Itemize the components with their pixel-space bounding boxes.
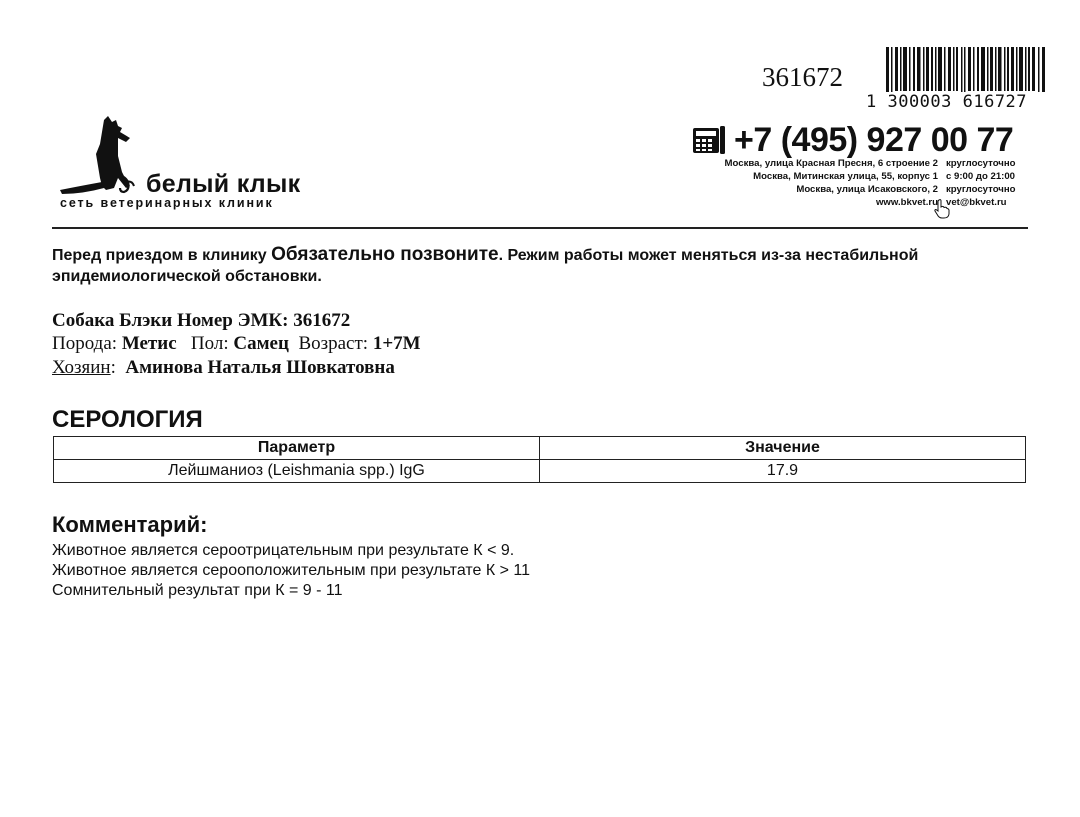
breed-value: Метис [121, 333, 177, 354]
header-divider [52, 227, 1028, 229]
comment-line: Сомнительный результат при К = 9 - 11 [52, 582, 343, 599]
hours-line: круглосуточно [946, 184, 1016, 195]
owner-separator: : [110, 357, 126, 378]
table-header-row [54, 437, 1026, 460]
website-link[interactable]: www.bkvet.ru [875, 197, 938, 208]
hours-line: круглосуточно [946, 158, 1016, 169]
phone-row [692, 120, 1013, 160]
section-title: СЕРОЛОГИЯ [52, 406, 203, 433]
breed-label: Порода: [52, 333, 122, 354]
email-link[interactable]: vet@bkvet.ru [946, 197, 1007, 208]
barcode-digits: 1 300003 616727 [866, 92, 1050, 112]
patient-line: Собака Блэки Номер ЭМК: 361672 [52, 310, 351, 331]
address-line: Москва, Митинская улица, 55, корпус 1 [753, 171, 938, 182]
column-header: Параметр [54, 437, 540, 460]
column-header: Значение [540, 437, 1026, 460]
age-label: Возраст: [298, 333, 373, 354]
address-line: Москва, улица Исаковского, 2 [796, 184, 938, 195]
hours-list [946, 157, 1016, 209]
notice-text [52, 244, 1042, 287]
sex-label: Пол: [190, 333, 234, 354]
hand-cursor-icon [934, 199, 950, 219]
logo-name: белый клык [146, 170, 301, 198]
owner-label: Хозяин [52, 357, 111, 378]
dog-logo-icon [60, 116, 144, 198]
notice-emphasis: Обязательно позвоните [271, 244, 499, 265]
results-table [53, 436, 1026, 483]
logo-subtitle: сеть ветеринарных клиник [60, 196, 274, 210]
comment-title: Комментарий: [52, 512, 208, 537]
address-line: Москва, улица Красная Пресня, 6 строение 2 [724, 158, 938, 169]
comment-line: Животное является сероотрицательным при результате К < 9. [52, 542, 515, 559]
comment-line: Животное является серооположительным при результате К > 11 [52, 562, 531, 579]
owner-name: Аминова Наталья Шовкатовна [125, 357, 395, 378]
age-value: 1+7M [372, 333, 421, 354]
address-list [688, 157, 938, 209]
sex-value: Самец [233, 333, 289, 354]
notice-suffix: . Режим работы может меняться из-за нестабильной эпидемиологической обстановки. [52, 247, 919, 285]
phone-number[interactable]: +7 (495) 927 00 77 [734, 121, 1014, 159]
calculator-phone-icon [692, 125, 726, 155]
hours-line: с 9:00 до 21:00 [946, 171, 1016, 182]
table-row [54, 460, 1026, 483]
patient-details [52, 333, 421, 355]
notice-prefix: Перед приездом в клинику [52, 247, 272, 264]
emk-number-top: 361672 [762, 62, 843, 92]
value-cell: 17.9 [540, 460, 1026, 483]
param-cell: Лейшманиоз (Leishmania spp.) IgG [54, 460, 540, 483]
owner-line [52, 357, 395, 379]
